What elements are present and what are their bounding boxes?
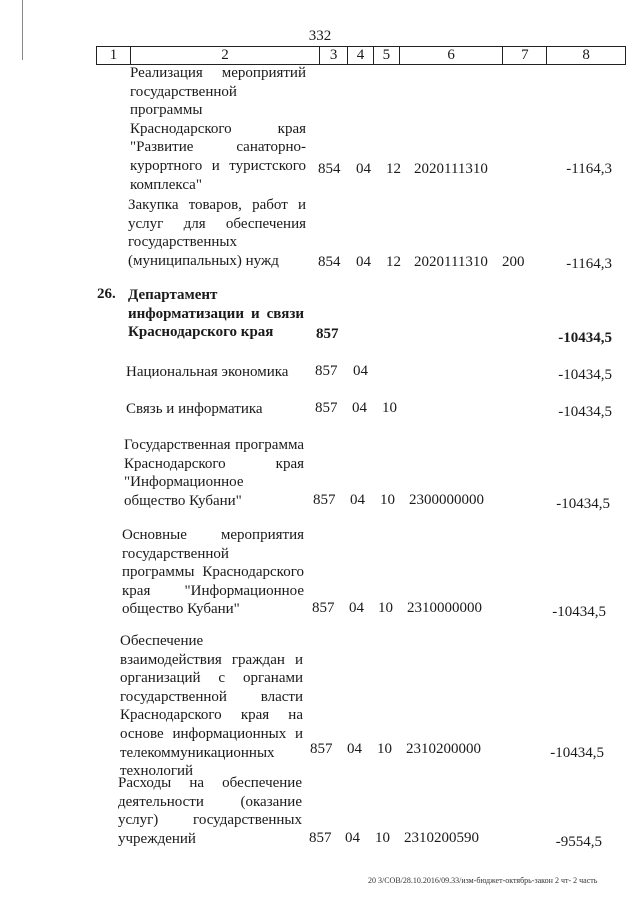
- row-ved-code: 857: [315, 400, 338, 416]
- row-subsection-code: 10: [375, 830, 390, 846]
- row-target-code: 2310000000: [407, 600, 482, 616]
- row-ved-code: 854: [318, 254, 341, 270]
- row-subsection-code: 10: [378, 600, 393, 616]
- row-subsection-code: 12: [386, 254, 401, 270]
- row-section-code: 04: [347, 741, 362, 757]
- row-subsection-code: 10: [377, 741, 392, 757]
- row-description: Основные мероприятия государственной программы Краснодарского края "Информационное общество Кубани": [122, 527, 304, 618]
- row-section-code: 04: [356, 254, 371, 270]
- row-amount: -10434,5: [558, 330, 612, 346]
- row-description: Государственная программа Краснодарского края "Информационное общество Кубани": [124, 437, 304, 509]
- row-ved-code: 857: [315, 363, 338, 379]
- column-header-2: 2: [131, 47, 320, 64]
- row-ved-code: 857: [309, 830, 332, 846]
- row-target-code: 2300000000: [409, 492, 484, 508]
- row-section-code: 04: [352, 400, 367, 416]
- column-header-8: 8: [582, 47, 590, 63]
- row-target-code: 2310200590: [404, 830, 479, 846]
- row-section-code: 04: [353, 363, 368, 379]
- column-header-3: 3: [320, 47, 348, 64]
- column-number-header: [96, 46, 626, 65]
- row-subsection-code: 10: [382, 400, 397, 416]
- row-description: Обеспечение взаимодействия граждан и организаций с органами государственной власти Краснодарского края на основе информационных и телекоммуникационных технологий: [120, 633, 303, 780]
- column-header-1: 1: [97, 47, 131, 64]
- column-header-5: 5: [374, 47, 400, 64]
- row-number: 26.: [97, 286, 116, 302]
- row-target-code: 2020111310: [414, 161, 488, 177]
- row-section-code: 04: [356, 161, 371, 177]
- row-description: Реализация мероприятий государственной программы Краснодарского края "Развитие санаторно-курортного и туристского комплекса": [130, 65, 306, 193]
- row-amount: -10434,5: [552, 604, 606, 620]
- row-target-code: 2310200000: [406, 741, 481, 757]
- row-section-code: 04: [349, 600, 364, 616]
- row-ved-code: 857: [312, 600, 335, 616]
- row-section-code: 04: [345, 830, 360, 846]
- column-header-6: 6: [400, 47, 504, 64]
- row-description: Закупка товаров, работ и услуг для обеспечения государственных (муниципальных) нужд: [128, 197, 306, 269]
- column-header-4: 4: [348, 47, 374, 64]
- row-amount: -1164,3: [566, 161, 612, 177]
- page-number: 332: [308, 28, 332, 44]
- row-ved-code: 857: [316, 326, 339, 342]
- row-target-code: 2020111310: [414, 254, 488, 270]
- row-description: Национальная экономика: [126, 364, 289, 380]
- row-amount: -10434,5: [558, 367, 612, 383]
- row-description: Связь и информатика: [126, 401, 263, 417]
- row-amount: -10434,5: [556, 496, 610, 512]
- row-ved-code: 857: [313, 492, 336, 508]
- row-ved-code: 854: [318, 161, 341, 177]
- column-header-7: 7: [503, 47, 547, 64]
- row-description: Расходы на обеспечение деятельности (оказание услуг) государственных учреждений: [118, 775, 302, 847]
- row-description: Департамент информатизации и связи Краснодарского края: [128, 287, 304, 341]
- row-amount: -10434,5: [558, 404, 612, 420]
- row-amount: -9554,5: [555, 834, 602, 850]
- row-amount: -10434,5: [550, 745, 604, 761]
- row-subsection-code: 10: [380, 492, 395, 508]
- row-subsection-code: 12: [386, 161, 401, 177]
- row-section-code: 04: [350, 492, 365, 508]
- row-expense-type-code: 200: [502, 254, 525, 270]
- row-amount: -1164,3: [566, 256, 612, 272]
- row-ved-code: 857: [310, 741, 333, 757]
- document-footer: 20 3/СОВ/28.10.2016/09.33/изм-бюджет-октябрь-закон 2 чт- 2 часть: [368, 876, 598, 885]
